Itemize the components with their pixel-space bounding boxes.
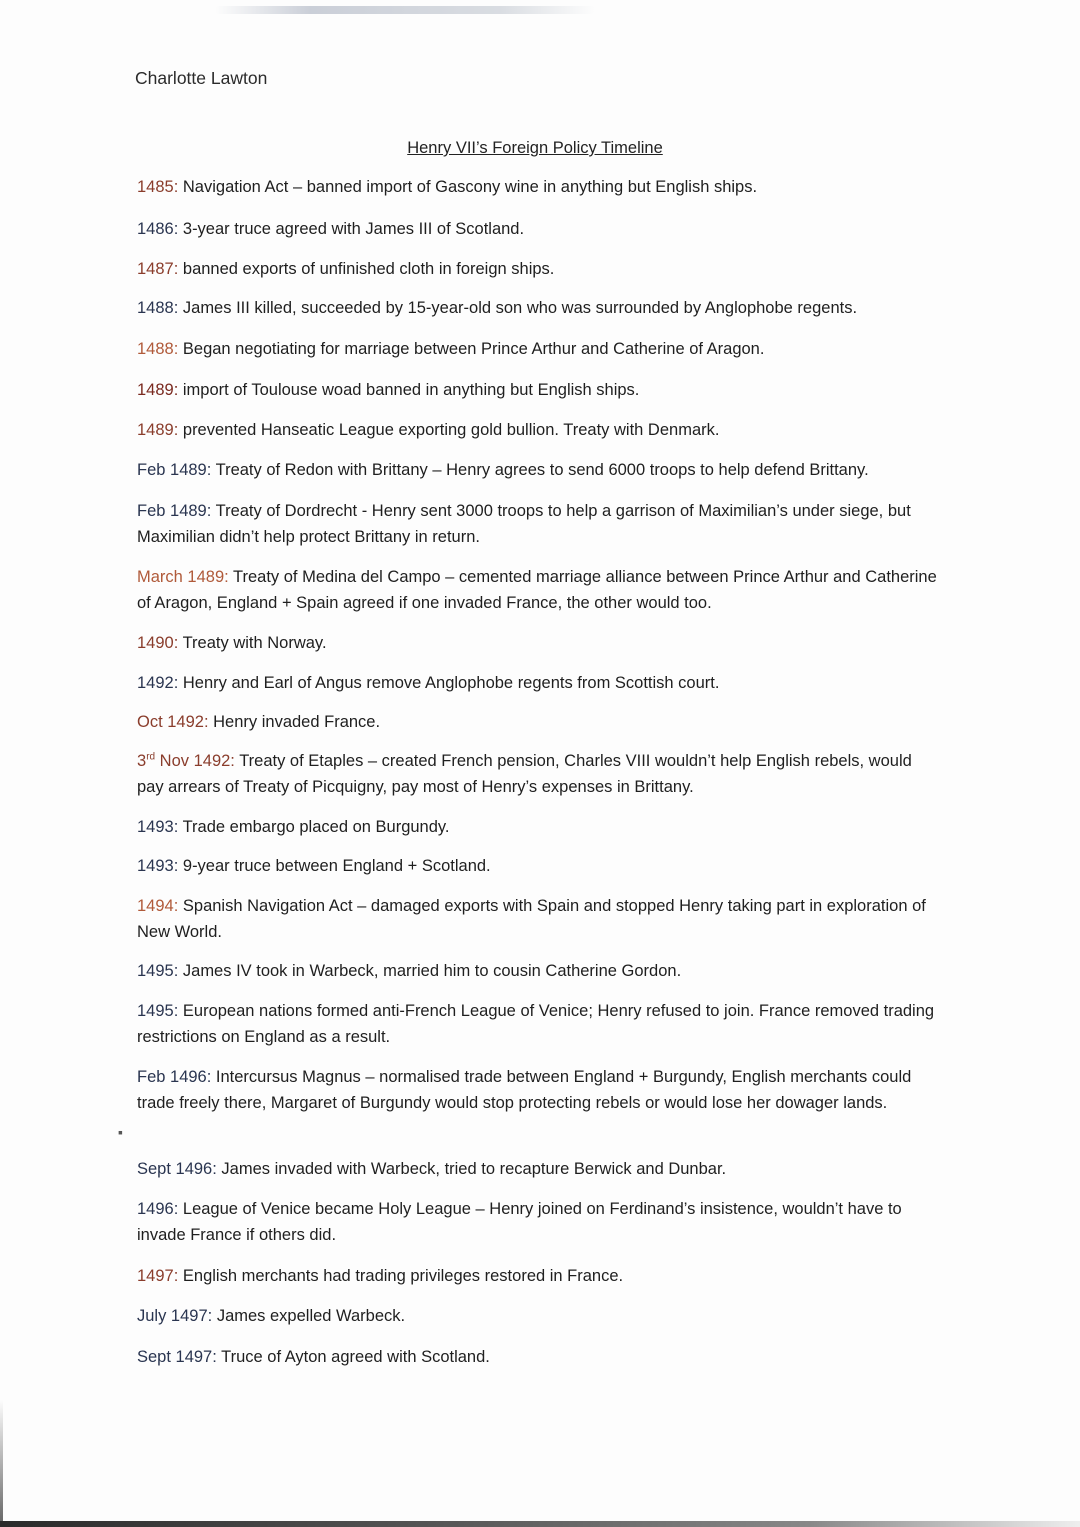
entry-text: Spanish Navigation Act – damaged exports with Spain and stopped Henry taking part in exploration of New World. xyxy=(137,897,926,941)
timeline-entry xyxy=(137,564,937,616)
entry-date-prefix: 3 xyxy=(137,752,147,770)
entry-text: James IV took in Warbeck, married him to cousin Catherine Gordon. xyxy=(182,962,682,980)
timeline-entry xyxy=(137,1196,937,1248)
entry-date: 1497: xyxy=(137,1267,179,1285)
timeline-entry xyxy=(137,853,937,879)
entry-date: 1495: xyxy=(137,962,179,980)
timeline-entry xyxy=(137,1344,937,1370)
entry-text: Treaty of Dordrecht - Henry sent 3000 troops to help a garrison of Maximilian’s under siege, but Maximilian didn’t help protect Brittany in return. xyxy=(137,502,911,546)
entry-date: 1493: xyxy=(137,857,179,875)
entry-text: European nations formed anti-French League of Venice; Henry refused to join. France removed trading restrictions on England as a result. xyxy=(137,1002,935,1046)
entry-date: 1494: xyxy=(137,897,179,915)
entry-date: 1489: xyxy=(137,381,179,399)
page-title: Henry VII’s Foreign Policy Timeline xyxy=(407,139,663,157)
entry-date: 1488: xyxy=(137,340,179,358)
entry-date: 1493: xyxy=(137,818,179,836)
entry-date: Feb 1489: xyxy=(137,502,212,520)
timeline-entry xyxy=(137,709,937,735)
timeline-entry xyxy=(137,336,937,362)
timeline-entry xyxy=(137,958,937,984)
timeline-entry xyxy=(137,216,937,242)
stray-mark: ▪ xyxy=(118,1124,123,1140)
entry-text: League of Venice became Holy League – Henry joined on Ferdinand’s insistence, wouldn’t have to invade France if others did. xyxy=(137,1200,902,1244)
entry-date: 1487: xyxy=(137,260,179,278)
entry-date: Oct 1492: xyxy=(137,713,209,731)
timeline-entry xyxy=(137,893,937,945)
entry-date: Feb 1496: xyxy=(137,1068,212,1086)
entry-text: import of Toulouse woad banned in anything but English ships. xyxy=(182,381,640,399)
entry-text: Henry and Earl of Angus remove Anglophobe regents from Scottish court. xyxy=(182,674,720,692)
entry-text: James expelled Warbeck. xyxy=(216,1307,406,1325)
entry-date: Feb 1489: xyxy=(137,461,212,479)
author-name: Charlotte Lawton xyxy=(135,68,268,88)
timeline-entry xyxy=(137,670,937,696)
entry-date: March 1489: xyxy=(137,568,229,586)
scan-left-edge xyxy=(0,1400,3,1527)
entry-date: Nov 1492: xyxy=(155,752,235,770)
timeline-entry xyxy=(137,295,937,321)
entry-text: Navigation Act – banned import of Gascony wine in anything but English ships. xyxy=(182,178,758,196)
entry-text: 9-year truce between England + Scotland. xyxy=(182,857,491,875)
timeline-entry xyxy=(137,630,937,656)
timeline-entry xyxy=(137,377,937,403)
entry-text: Treaty of Redon with Brittany – Henry agrees to send 6000 troops to help defend Brittany. xyxy=(215,461,869,479)
scan-top-shadow xyxy=(215,6,595,14)
timeline-entry xyxy=(137,256,937,282)
timeline-entry xyxy=(137,998,937,1050)
entry-text: Treaty with Norway. xyxy=(182,634,327,652)
timeline-entry xyxy=(137,814,937,840)
entry-date: 1489: xyxy=(137,421,179,439)
timeline-entry xyxy=(137,1064,937,1116)
timeline-entry xyxy=(137,748,937,800)
timeline-entry xyxy=(137,457,937,483)
entry-date: 1496: xyxy=(137,1200,179,1218)
entry-date: July 1497: xyxy=(137,1307,213,1325)
entry-text: James III killed, succeeded by 15-year-old son who was surrounded by Anglophobe regents. xyxy=(182,299,858,317)
entry-text: Began negotiating for marriage between Prince Arthur and Catherine of Aragon. xyxy=(182,340,765,358)
entry-text: banned exports of unfinished cloth in foreign ships. xyxy=(182,260,555,278)
entry-text: prevented Hanseatic League exporting gold bullion. Treaty with Denmark. xyxy=(182,421,720,439)
timeline-entry xyxy=(137,174,937,200)
entry-text: Treaty of Medina del Campo – cemented marriage alliance between Prince Arthur and Catherine of Aragon, England + Spain agreed if one invaded France, the other would too. xyxy=(137,568,937,612)
entry-text: Treaty of Etaples – created French pension, Charles VIII wouldn’t help English rebels, would pay arrears of Treaty of Picquigny, pay most of Henry’s expenses in Brittany. xyxy=(137,752,912,796)
entry-date-suffix: rd xyxy=(146,751,156,763)
entry-date: 1485: xyxy=(137,178,179,196)
entry-text: 3-year truce agreed with James III of Scotland. xyxy=(182,220,525,238)
entry-date: 1490: xyxy=(137,634,179,652)
timeline-entry xyxy=(137,1263,937,1289)
timeline-entry xyxy=(137,417,937,443)
entry-text: Truce of Ayton agreed with Scotland. xyxy=(221,1348,490,1366)
entry-text: Trade embargo placed on Burgundy. xyxy=(182,818,450,836)
entry-text: James invaded with Warbeck, tried to recapture Berwick and Dunbar. xyxy=(221,1160,727,1178)
scan-bottom-edge xyxy=(0,1521,1080,1527)
timeline-entry xyxy=(137,498,937,550)
entry-date: Sept 1496: xyxy=(137,1160,217,1178)
entry-text: Henry invaded France. xyxy=(213,713,381,731)
timeline-entry xyxy=(137,1303,937,1329)
entry-date: 1492: xyxy=(137,674,179,692)
entry-date: 1486: xyxy=(137,220,179,238)
entry-text: English merchants had trading privileges restored in France. xyxy=(182,1267,624,1285)
entry-date: 1495: xyxy=(137,1002,179,1020)
entry-text: Intercursus Magnus – normalised trade between England + Burgundy, English merchants could trade freely there, Margaret of Burgundy would stop protecting rebels or would lose her dowager lands. xyxy=(137,1068,912,1112)
entry-date: 1488: xyxy=(137,299,179,317)
entry-date: Sept 1497: xyxy=(137,1348,217,1366)
timeline-entry xyxy=(137,1156,937,1182)
